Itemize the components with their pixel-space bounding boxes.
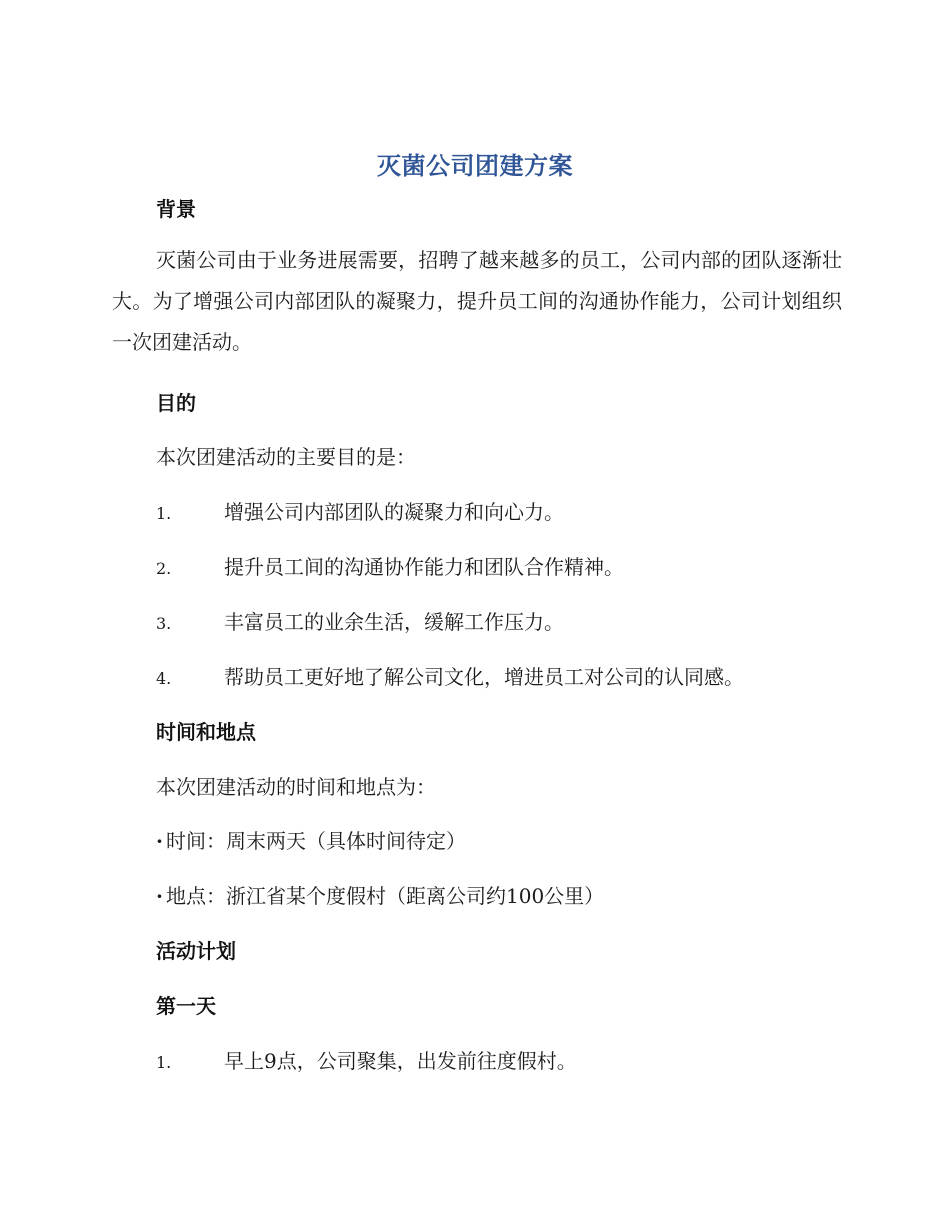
purpose-item (156, 496, 564, 525)
bullet-text: 地点：浙江省某个度假村（距离公司约100公里） (166, 884, 605, 908)
list-number: 3. (156, 614, 172, 633)
background-paragraph: 灭菌公司由于业务进展需要，招聘了越来越多的员工，公司内部的团队逐渐壮大。为了增强公司内部团队的凝聚力，提升员工间的沟通协作能力，公司计划组织一次团建活动。 (112, 248, 842, 354)
section-heading-plan: 活动计划 (156, 939, 236, 963)
place-bullet (156, 880, 604, 909)
list-item-text: 增强公司内部团队的凝聚力和向心力。 (224, 500, 564, 524)
time-bullet (156, 825, 466, 854)
document-title: 灭菌公司团建方案 (377, 152, 573, 180)
list-number: 1. (156, 1053, 172, 1072)
section-heading-background: 背景 (156, 197, 196, 221)
purpose-item (156, 551, 624, 580)
time-place-intro: 本次团建活动的时间和地点为： (156, 775, 436, 799)
bullet-text: 时间：周末两天（具体时间待定） (166, 829, 466, 853)
list-number: 4. (156, 669, 172, 688)
list-item-text: 早上9点，公司聚集，出发前往度假村。 (224, 1049, 577, 1073)
list-number: 2. (156, 559, 172, 578)
day1-item (156, 1045, 577, 1074)
bullet-dot: · (156, 829, 163, 853)
section-heading-purpose: 目的 (156, 391, 196, 415)
list-item-text: 帮助员工更好地了解公司文化，增进员工对公司的认同感。 (224, 665, 744, 689)
purpose-item (156, 606, 564, 635)
list-number: 1. (156, 504, 172, 523)
subsection-heading-day1: 第一天 (156, 994, 216, 1018)
purpose-item (156, 661, 744, 690)
section-heading-time-place: 时间和地点 (156, 720, 256, 744)
list-item-text: 丰富员工的业余生活，缓解工作压力。 (224, 610, 564, 634)
bullet-dot: · (156, 884, 163, 908)
purpose-intro: 本次团建活动的主要目的是： (156, 445, 416, 469)
list-item-text: 提升员工间的沟通协作能力和团队合作精神。 (224, 555, 624, 579)
